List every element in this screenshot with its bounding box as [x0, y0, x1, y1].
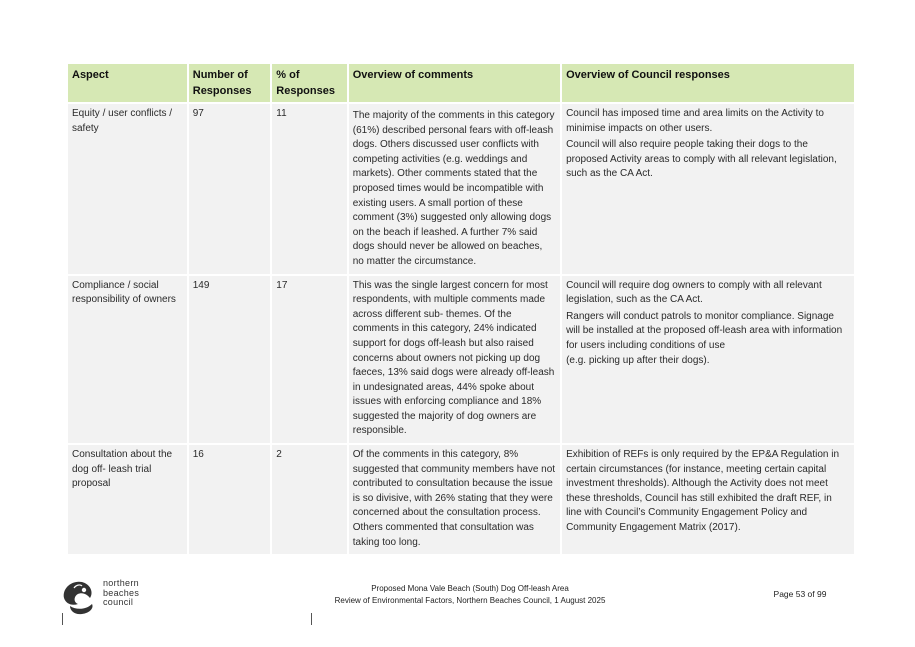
cell-comments: The majority of the comments in this category (61%) described personal fears with off-leash dogs. Others discussed user conflicts with competing activities (e.g. weddings and markets). Other comments stated that the proposed times would be incompatible with existing users. A small portion of these comment (3%) suggested only allowing dogs on the beach if leashed. A further 7% said dogs should never be allowed on beaches, no matter the circumstance. [349, 104, 560, 274]
responses-table [66, 62, 856, 556]
cell-number: 97 [189, 104, 271, 274]
cell-percent: 2 [272, 445, 346, 554]
table-row [68, 276, 854, 444]
footer-title: Proposed Mona Vale Beach (South) Dog Off-leash Area [371, 584, 569, 593]
logo-line: council [103, 597, 134, 607]
cell-council-responses [562, 276, 854, 444]
table-row [68, 445, 854, 554]
footer-document-title [300, 583, 640, 607]
cell-council-responses [562, 445, 854, 554]
table-row [68, 104, 854, 274]
cell-aspect: Compliance / social responsibility of owners [68, 276, 187, 444]
logo-line: beaches [103, 587, 140, 598]
wave-icon [64, 582, 93, 614]
page-number: Page 53 of 99 [773, 589, 827, 599]
response-paragraph: Council will require dog owners to comply with all relevant legislation, such as the CA Act. [566, 279, 822, 306]
cell-number: 16 [189, 445, 271, 554]
response-paragraph: Council will also require people taking their dogs to the proposed Activity areas to comply with all relevant legislation, such as the CA Act. [566, 139, 837, 180]
header-overview-of-comments: Overview of comments [349, 64, 560, 102]
cell-council-responses [562, 104, 854, 274]
response-paragraph: Council has imposed time and area limits on the Activity to minimise impacts on other users. [566, 108, 824, 134]
table-header-row [68, 64, 854, 102]
footer-divider [62, 613, 63, 625]
footer-divider [311, 613, 312, 625]
cell-number: 149 [189, 276, 271, 444]
footer-subtitle: Review of Environmental Factors, Northern Beaches Council, 1 August 2025 [334, 596, 606, 605]
header-percent-of-responses: % of Responses [272, 64, 346, 102]
cell-aspect: Equity / user conflicts / safety [68, 104, 187, 274]
header-number-of-responses: Number of Responses [189, 64, 271, 102]
response-paragraph: Exhibition of REFs is only required by the EP&A Regulation in certain circumstances (for instance, meeting certain capital investment thresholds). Although the Activity does not meet these thresholds, Council has still exhibited the draft REF, in line with Council’s Community Engagement Policy and Community Engagement Matrix (2017). [566, 449, 840, 534]
header-overview-of-council-responses: Overview of Council responses [562, 64, 854, 102]
cell-comments: This was the single largest concern for most respondents, with multiple comments made across different sub- themes. Of the comments in this category, 24% indicated support for dogs off-leash but also raised concerns about owners not picking up dog faeces, 13% said dogs were already off-leash in undesignated areas, 44% spoke about issues with enforcing compliance and 18% suggested the majority of dog owners are responsible. [349, 276, 560, 444]
logo-wordmark [103, 579, 139, 608]
logo-line: northern [103, 578, 139, 588]
cell-percent: 17 [272, 276, 346, 444]
response-paragraph: Rangers will conduct patrols to monitor compliance. Signage will be installed at the proposed off-leash area with information for users including conditions of use (e.g. picking up after their dogs). [566, 310, 843, 366]
cell-comments: Of the comments in this category, 8% suggested that community members have not contributed to consultation because the issue is so divisive, with 26% stating that they were concerned about the consultation process. Others commented that consultation was taking too long. [349, 445, 560, 554]
header-aspect: Aspect [68, 64, 187, 102]
cell-aspect: Consultation about the dog off- leash trial proposal [68, 445, 187, 554]
cell-percent: 11 [272, 104, 346, 274]
